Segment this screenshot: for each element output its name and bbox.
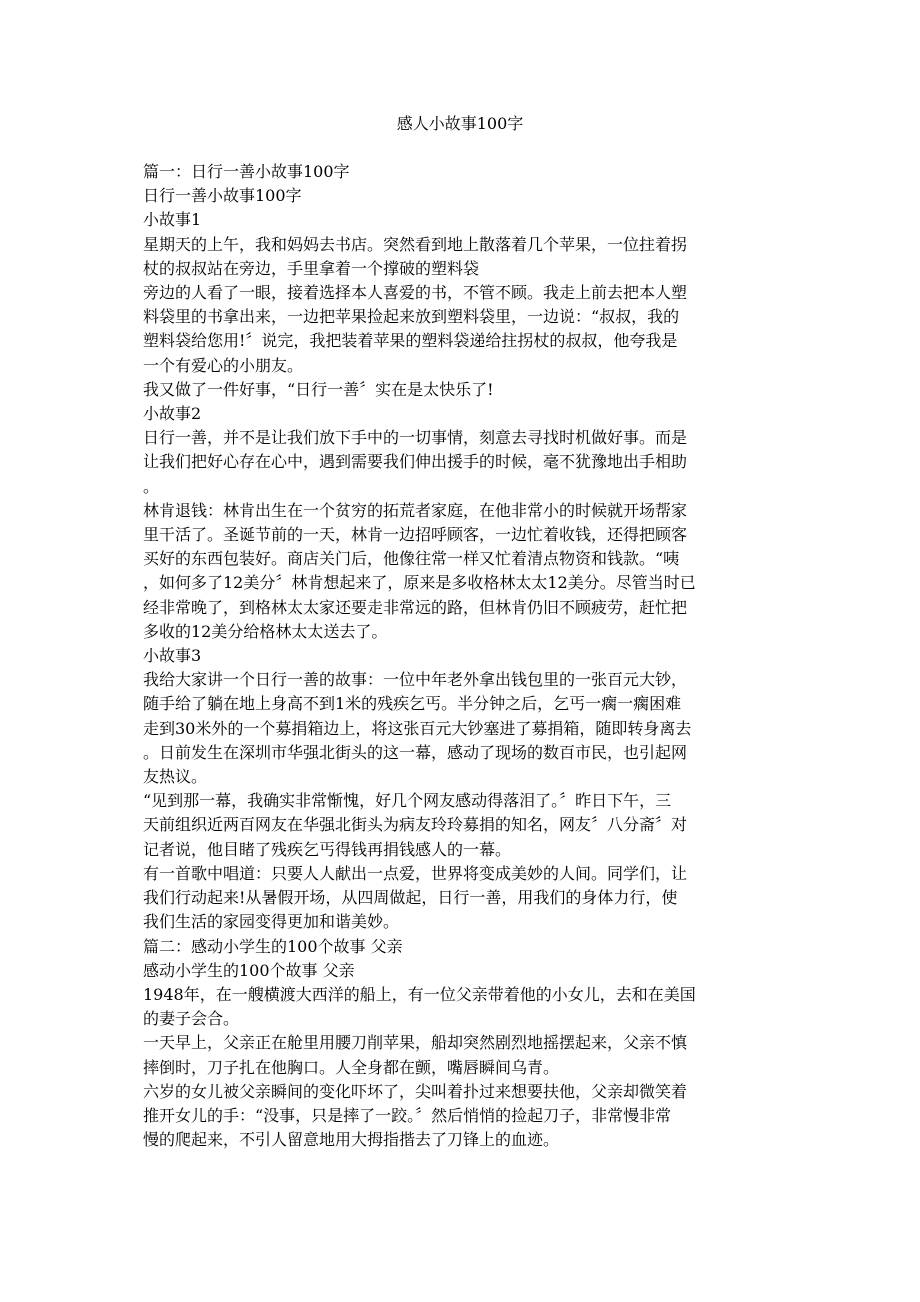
- text-line: 有一首歌中唱道：只要人人献出一点爱，世界将变成美妙的人间。同学们，让: [143, 863, 688, 883]
- text-line: 日行一善小故事100字: [143, 186, 302, 206]
- text-line: “见到那一幕，我确实非常惭愧，好几个网友感动得落泪了。〞昨日下午，三: [143, 791, 672, 811]
- text-line: 一个有爱心的小朋友。: [143, 355, 304, 375]
- text-line: 我们生活的家园变得更加和谐美妙。: [143, 912, 400, 932]
- text-line: 天前组织近两百网友在华强北街头为病友玲玲募捐的知名，网友〞八分斋〞对: [143, 815, 688, 835]
- document-title: 感人小故事100字: [396, 114, 524, 133]
- text-line: 旁边的人看了一眼，接着选择本人喜爱的书，不管不顾。我走上前去把本人塑: [143, 283, 688, 303]
- text-line: 林肯退钱：林肯出生在一个贫穷的拓荒者家庭，在他非常小的时候就开场帮家: [143, 500, 688, 520]
- text-line: 推开女儿的手：“没事，只是摔了一跤。〞然后悄悄的捡起刀子，非常慢非常: [143, 1105, 672, 1125]
- text-line: 篇二：感动小学生的100个故事 父亲: [143, 936, 403, 956]
- text-line: 让我们把好心存在心中，遇到需要我们伸出援手的时候，毫不犹豫地出手相助: [143, 452, 688, 472]
- text-line: 里干活了。圣诞节前的一天，林肯一边招呼顾客，一边忙着收钱，还得把顾客: [143, 525, 688, 545]
- text-line: 。: [143, 476, 160, 496]
- document-page: [143, 112, 777, 1152]
- text-line: ，如何多了12美分〞林肯想起来了，原来是多收格林太太12美分。尽管当时已: [143, 573, 696, 593]
- text-line: 杖的叔叔站在旁边，手里拿着一个撑破的塑料袋: [143, 258, 480, 278]
- text-line: 慢的爬起来，不引人留意地用大拇指揩去了刀锋上的血迹。: [143, 1130, 560, 1150]
- text-line: 买好的东西包装好。商店关门后，他像往常一样又忙着清点物资和钱款。“咦: [143, 549, 680, 569]
- text-line: 走到30米外的一个募捐箱边上，将这张百元大钞塞进了募捐箱，随即转身离去: [143, 718, 692, 738]
- text-line: 我们行动起来!从暑假开场，从四周做起，日行一善，用我们的身体力行，使: [143, 888, 678, 908]
- text-line: 一天早上，父亲正在舱里用腰刀削苹果，船却突然剧烈地摇摆起来，父亲不慎: [143, 1033, 688, 1053]
- text-line: 感动小学生的100个故事 父亲: [143, 960, 355, 980]
- text-line: 日行一善，并不是让我们放下手中的一切事情，刻意去寻找时机做好事。而是: [143, 428, 688, 448]
- document-body: [143, 160, 777, 1152]
- text-line: 塑料袋给您用!〞说完，我把装着苹果的塑料袋递给拄拐杖的叔叔，他夸我是: [143, 331, 678, 351]
- text-line: 。日前发生在深圳市华强北街头的这一幕，感动了现场的数百市民，也引起网: [143, 742, 688, 762]
- text-line: 小故事1: [143, 210, 202, 230]
- text-line: 友热议。: [143, 767, 208, 787]
- text-line: 我又做了一件好事，“日行一善〞实在是太快乐了!: [143, 379, 494, 399]
- text-line: 摔倒时，刀子扎在他胸口。人全身都在颤，嘴唇瞬间乌青。: [143, 1057, 560, 1077]
- text-line: 篇一：日行一善小故事100字: [143, 162, 350, 181]
- text-line: 星期天的上午，我和妈妈去书店。突然看到地上散落着几个苹果，一位拄着拐: [143, 234, 688, 254]
- text-line: 随手给了躺在地上身高不到1米的残疾乞丐。半分钟之后，乞丐一瘸一瘸困难: [143, 694, 682, 714]
- text-line: 记者说，他目睹了残疾乞丐得钱再捐钱感人的一幕。: [143, 839, 512, 859]
- text-line: 1948年，在一艘横渡大西洋的船上，有一位父亲带着他的小女儿，去和在美国: [143, 984, 696, 1004]
- text-line: 小故事2: [143, 404, 202, 424]
- text-line: 六岁的女儿被父亲瞬间的变化吓坏了，尖叫着扑过来想要扶他，父亲却微笑着: [143, 1081, 688, 1101]
- text-line: 小故事3: [143, 646, 202, 666]
- text-line: 经非常晚了，到格林太太家还要走非常远的路，但林肯仍旧不顾疲劳，赶忙把: [143, 597, 688, 617]
- text-line: 我给大家讲一个日行一善的故事：一位中年老外拿出钱包里的一张百元大钞，: [143, 670, 688, 690]
- text-line: 多收的12美分给格林太太送去了。: [143, 621, 388, 641]
- text-line: 料袋里的书拿出来，一边把苹果捡起来放到塑料袋里，一边说：“叔叔，我的: [143, 307, 680, 327]
- text-line: 的妻子会合。: [143, 1009, 240, 1029]
